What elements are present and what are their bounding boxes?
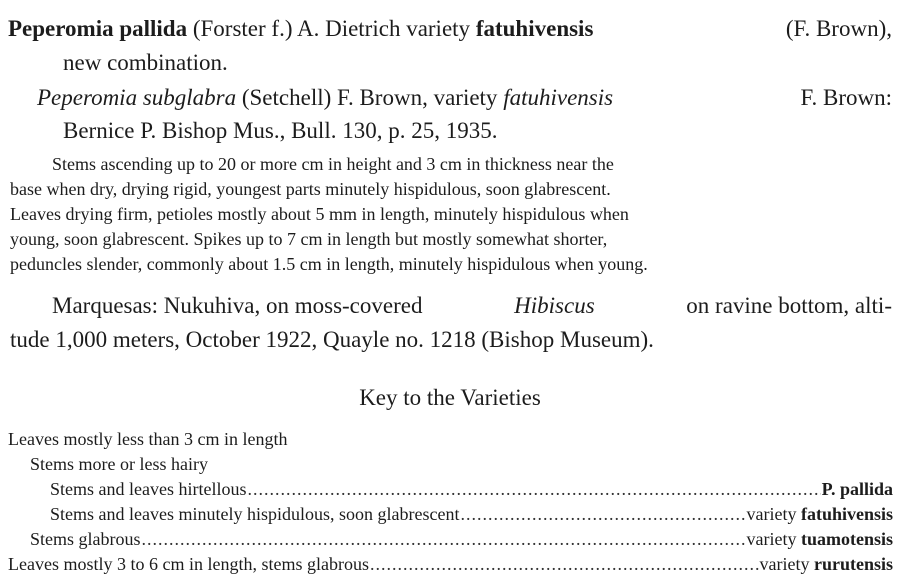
key-result: rurutensis <box>813 554 893 574</box>
key-lead: Leaves mostly less than 3 cm in length <box>8 429 288 449</box>
key-row-2 <box>0 454 893 475</box>
description-line-3: Leaves drying firm, petioles mostly about 5 mm in length, minutely hispidulous when <box>10 204 629 224</box>
synonym-citation: Bernice P. Bishop Mus., Bull. 130, p. 25, 1935. <box>63 118 498 143</box>
key-row-4 <box>0 504 893 525</box>
description-line-4: young, soon glabrescent. Spikes up to 7 cm in length but mostly somewhat shorter, <box>10 229 608 249</box>
key-result-prefix: variety <box>746 529 797 549</box>
specimen-host: Hibiscus <box>514 293 595 318</box>
synonym-line <box>37 85 892 111</box>
key-result-prefix: variety <box>759 554 810 574</box>
key-lead: Stems and leaves minutely hispidulous, soon glabrescent <box>50 504 460 524</box>
specimen-line-1 <box>52 293 892 319</box>
key-row-1 <box>0 429 893 450</box>
key-title: Key to the Varieties <box>359 385 541 410</box>
leader-dots <box>370 554 759 575</box>
leader-dots <box>460 504 745 525</box>
key-result-prefix: variety <box>746 504 797 524</box>
synonym-authority: (Setchell) F. Brown, variety <box>241 85 498 110</box>
key-lead: Leaves mostly 3 to 6 cm in length, stems glabrous <box>8 554 369 574</box>
key-lead: Stems more or less hairy <box>30 454 208 474</box>
description-line-1: Stems ascending up to 20 or more cm in height and 3 cm in thickness near the <box>52 154 614 174</box>
key-row-3 <box>0 479 893 500</box>
key-result: tuamotensis <box>800 529 893 549</box>
species-heading-left <box>8 16 593 42</box>
species-authority: (Forster f.) A. Dietrich variety <box>192 16 471 41</box>
synonym-left <box>37 85 613 111</box>
key-result: fatuhivensis <box>800 504 893 524</box>
specimen-habitat: on ravine bottom, alti- <box>686 293 892 318</box>
leader-dots <box>142 529 746 550</box>
variety-authority: (F. Brown), <box>785 16 892 41</box>
synonym-tail: F. Brown: <box>800 85 892 110</box>
key-lead: Stems and leaves hirtellous <box>50 479 247 499</box>
leader-dots <box>247 479 820 500</box>
synonym-variety: fatuhivensis <box>503 85 614 110</box>
key-row-6 <box>0 554 893 575</box>
description-line-5: peduncles slender, commonly about 1.5 cm in length, minutely hispidulous when young. <box>10 254 648 274</box>
key-result: P. pallida <box>821 479 893 499</box>
synonym-name: Peperomia subglabra <box>37 85 237 110</box>
key-row-5 <box>0 529 893 550</box>
species-heading <box>8 16 892 42</box>
variety-name: fatuhivensis <box>475 16 594 41</box>
key-lead: Stems glabrous <box>30 529 141 549</box>
description-line-2: base when dry, drying rigid, youngest parts minutely hispidulous, soon glabrescent. <box>10 179 611 199</box>
specimen-locality: Marquesas: Nukuhiva, on moss-covered <box>52 293 423 318</box>
species-name: Peperomia pallida <box>8 16 188 41</box>
specimen-line-2: tude 1,000 meters, October 1922, Quayle no. 1218 (Bishop Museum). <box>10 327 654 352</box>
nomenclature-status: new combination. <box>63 50 228 75</box>
